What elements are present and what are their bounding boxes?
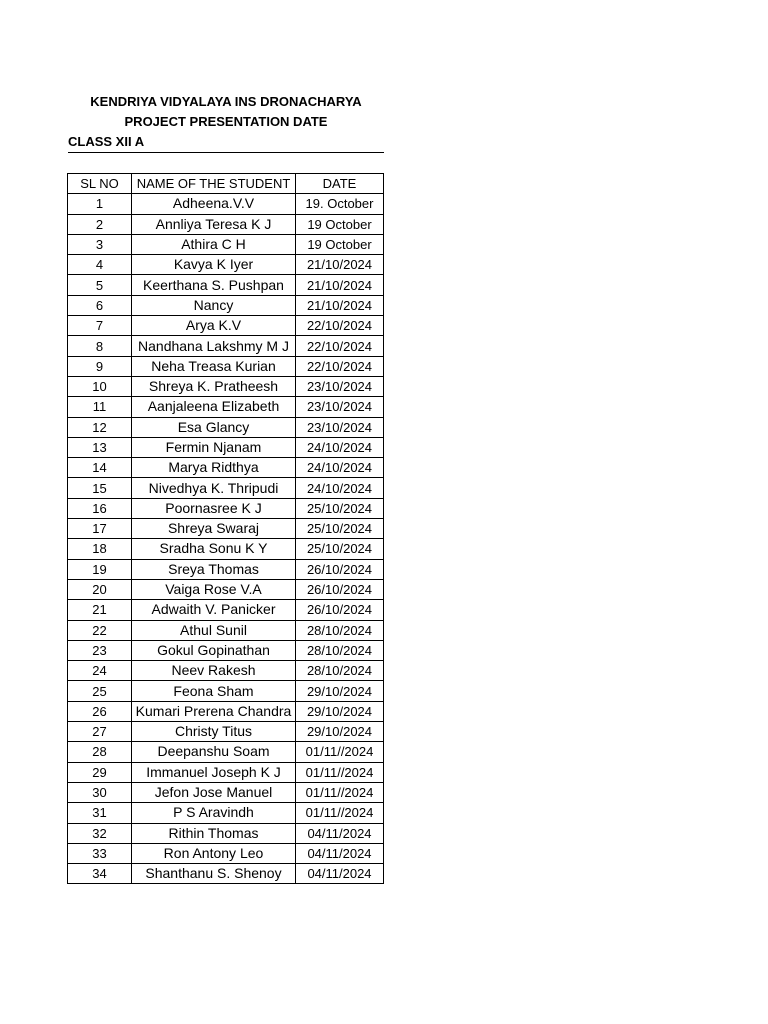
student-name-cell: Nivedhya K. Thripudi (132, 478, 296, 498)
table-row (68, 803, 384, 823)
sl-no-cell: 28 (68, 742, 132, 762)
date-cell: 19. October (296, 194, 384, 214)
table-row (68, 661, 384, 681)
student-name-cell: Nandhana Lakshmy M J (132, 336, 296, 356)
date-cell: 01/11//2024 (296, 782, 384, 802)
student-name-cell: Athira C H (132, 234, 296, 254)
date-cell: 26/10/2024 (296, 579, 384, 599)
student-name-cell: Esa Glancy (132, 417, 296, 437)
sl-no-cell: 24 (68, 661, 132, 681)
sl-no-cell: 26 (68, 701, 132, 721)
sl-no-cell: 31 (68, 803, 132, 823)
table-row (68, 620, 384, 640)
sl-no-cell: 34 (68, 864, 132, 884)
student-name-cell: Jefon Jose Manuel (132, 782, 296, 802)
table-row (68, 376, 384, 396)
date-cell: 22/10/2024 (296, 336, 384, 356)
student-name-cell: Poornasree K J (132, 498, 296, 518)
student-name-cell: Sradha Sonu K Y (132, 539, 296, 559)
table-row (68, 214, 384, 234)
table-row (68, 559, 384, 579)
sl-no-cell: 16 (68, 498, 132, 518)
student-name-cell: Neev Rakesh (132, 661, 296, 681)
date-cell: 01/11//2024 (296, 803, 384, 823)
sl-no-cell: 8 (68, 336, 132, 356)
date-cell: 29/10/2024 (296, 701, 384, 721)
date-cell: 19 October (296, 214, 384, 234)
student-name-cell: Deepanshu Soam (132, 742, 296, 762)
student-name-cell: Neha Treasa Kurian (132, 356, 296, 376)
sl-no-cell: 21 (68, 600, 132, 620)
sl-no-cell: 23 (68, 640, 132, 660)
student-name-cell: Rithin Thomas (132, 823, 296, 843)
student-name-cell: Aanjaleena Elizabeth (132, 397, 296, 417)
student-name-cell: Gokul Gopinathan (132, 640, 296, 660)
date-cell: 29/10/2024 (296, 681, 384, 701)
table-row (68, 295, 384, 315)
school-name: KENDRIYA VIDYALAYA INS DRONACHARYA (90, 94, 362, 109)
student-name-cell: Kumari Prerena Chandra (132, 701, 296, 721)
student-name-cell: Vaiga Rose V.A (132, 579, 296, 599)
table-row (68, 234, 384, 254)
sl-no-cell: 5 (68, 275, 132, 295)
column-header-student-name: NAME OF THE STUDENT (132, 174, 296, 194)
student-name-cell: Annliya Teresa K J (132, 214, 296, 234)
table-row (68, 722, 384, 742)
class-label: CLASS XII A (68, 132, 384, 153)
date-cell: 04/11/2024 (296, 823, 384, 843)
student-name-cell: Arya K.V (132, 316, 296, 336)
sl-no-cell: 30 (68, 782, 132, 802)
student-name-cell: Athul Sunil (132, 620, 296, 640)
sl-no-cell: 12 (68, 417, 132, 437)
sl-no-cell: 2 (68, 214, 132, 234)
table-row (68, 600, 384, 620)
date-cell: 23/10/2024 (296, 397, 384, 417)
date-cell: 25/10/2024 (296, 498, 384, 518)
sl-no-cell: 32 (68, 823, 132, 843)
table-row (68, 762, 384, 782)
student-name-cell: Shreya Swaraj (132, 519, 296, 539)
table-row (68, 579, 384, 599)
table-row (68, 843, 384, 863)
sl-no-cell: 11 (68, 397, 132, 417)
table-row (68, 255, 384, 275)
sl-no-cell: 4 (68, 255, 132, 275)
date-cell: 29/10/2024 (296, 722, 384, 742)
table-row (68, 397, 384, 417)
date-cell: 21/10/2024 (296, 255, 384, 275)
date-cell: 28/10/2024 (296, 640, 384, 660)
sl-no-cell: 17 (68, 519, 132, 539)
student-name-cell: Feona Sham (132, 681, 296, 701)
table-row (68, 478, 384, 498)
student-name-cell: Shanthanu S. Shenoy (132, 864, 296, 884)
date-cell: 28/10/2024 (296, 620, 384, 640)
date-cell: 04/11/2024 (296, 843, 384, 863)
document-title: PROJECT PRESENTATION DATE (124, 114, 328, 129)
table-row (68, 701, 384, 721)
sl-no-cell: 7 (68, 316, 132, 336)
column-header-sl-no: SL NO (68, 174, 132, 194)
presentation-schedule-table (67, 173, 384, 884)
date-cell: 19 October (296, 234, 384, 254)
sl-no-cell: 18 (68, 539, 132, 559)
document-header (68, 92, 384, 153)
date-cell: 01/11//2024 (296, 742, 384, 762)
student-name-cell: Nancy (132, 295, 296, 315)
student-name-cell: Marya Ridthya (132, 458, 296, 478)
student-name-cell: Immanuel Joseph K J (132, 762, 296, 782)
table-row (68, 782, 384, 802)
table-header-row (68, 174, 384, 194)
date-cell: 26/10/2024 (296, 559, 384, 579)
date-cell: 23/10/2024 (296, 417, 384, 437)
table-row (68, 864, 384, 884)
sl-no-cell: 9 (68, 356, 132, 376)
sl-no-cell: 19 (68, 559, 132, 579)
table-body (68, 194, 384, 884)
date-cell: 24/10/2024 (296, 458, 384, 478)
student-name-cell: Fermin Njanam (132, 437, 296, 457)
sl-no-cell: 20 (68, 579, 132, 599)
table-row (68, 742, 384, 762)
sl-no-cell: 15 (68, 478, 132, 498)
table-row (68, 417, 384, 437)
sl-no-cell: 10 (68, 376, 132, 396)
date-cell: 22/10/2024 (296, 316, 384, 336)
student-name-cell: Sreya Thomas (132, 559, 296, 579)
table-row (68, 640, 384, 660)
sl-no-cell: 13 (68, 437, 132, 457)
date-cell: 25/10/2024 (296, 539, 384, 559)
table-row (68, 539, 384, 559)
date-cell: 21/10/2024 (296, 275, 384, 295)
table-row (68, 681, 384, 701)
date-cell: 01/11//2024 (296, 762, 384, 782)
student-name-cell: P S Aravindh (132, 803, 296, 823)
table-row (68, 194, 384, 214)
table-row (68, 519, 384, 539)
sl-no-cell: 33 (68, 843, 132, 863)
sl-no-cell: 25 (68, 681, 132, 701)
student-name-cell: Keerthana S. Pushpan (132, 275, 296, 295)
column-header-date: DATE (296, 174, 384, 194)
date-cell: 21/10/2024 (296, 295, 384, 315)
table-row (68, 275, 384, 295)
student-name-cell: Adwaith V. Panicker (132, 600, 296, 620)
sl-no-cell: 6 (68, 295, 132, 315)
student-name-cell: Christy Titus (132, 722, 296, 742)
student-name-cell: Adheena.V.V (132, 194, 296, 214)
sl-no-cell: 14 (68, 458, 132, 478)
sl-no-cell: 27 (68, 722, 132, 742)
table-row (68, 823, 384, 843)
table-row (68, 458, 384, 478)
date-cell: 04/11/2024 (296, 864, 384, 884)
date-cell: 22/10/2024 (296, 356, 384, 376)
student-name-cell: Shreya K. Pratheesh (132, 376, 296, 396)
date-cell: 23/10/2024 (296, 376, 384, 396)
sl-no-cell: 1 (68, 194, 132, 214)
sl-no-cell: 3 (68, 234, 132, 254)
date-cell: 26/10/2024 (296, 600, 384, 620)
table-row (68, 437, 384, 457)
sl-no-cell: 22 (68, 620, 132, 640)
sl-no-cell: 29 (68, 762, 132, 782)
student-name-cell: Kavya K Iyer (132, 255, 296, 275)
date-cell: 24/10/2024 (296, 437, 384, 457)
table-row (68, 356, 384, 376)
date-cell: 24/10/2024 (296, 478, 384, 498)
student-name-cell: Ron Antony Leo (132, 843, 296, 863)
table-row (68, 498, 384, 518)
date-cell: 28/10/2024 (296, 661, 384, 681)
table-row (68, 336, 384, 356)
date-cell: 25/10/2024 (296, 519, 384, 539)
table-row (68, 316, 384, 336)
